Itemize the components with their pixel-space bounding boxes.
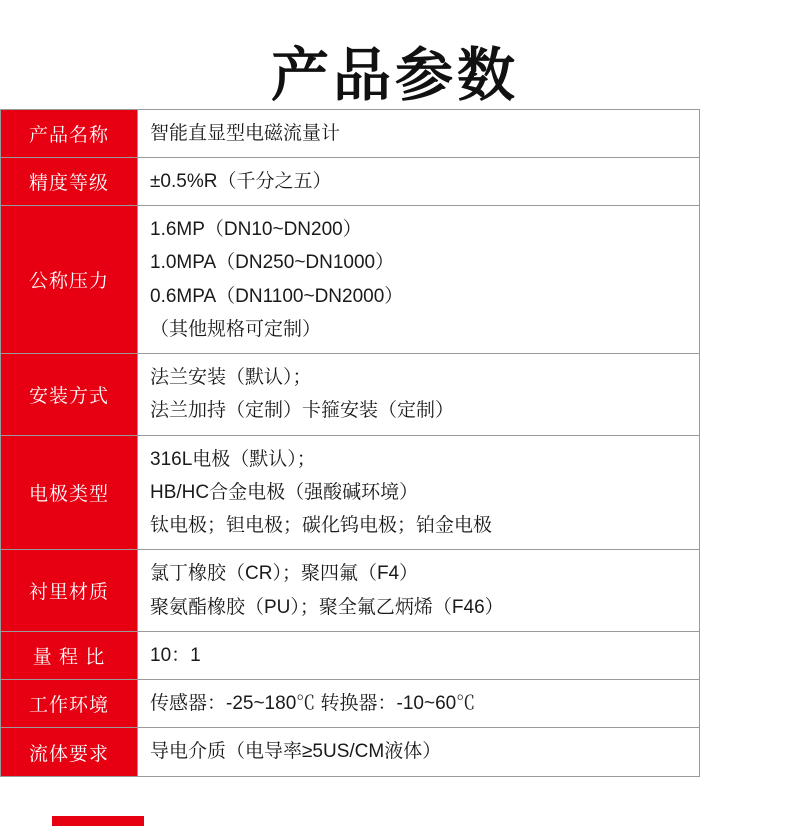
spec-label-nominal-pressure: 公称压力 — [1, 206, 138, 354]
spec-label-electrode-type: 电极类型 — [1, 435, 138, 550]
spec-value-electrode-type — [138, 435, 700, 550]
spec-label-installation-method: 安装方式 — [1, 354, 138, 436]
spec-value-fluid-requirement — [138, 728, 700, 776]
spec-line: 法兰安装（默认）； — [150, 367, 312, 389]
table-row — [1, 631, 700, 679]
spec-line: （其他规格可定制） — [150, 318, 322, 340]
spec-line: 传感器：-25~180℃ 转换器：-10~60℃ — [150, 693, 476, 715]
spec-value-nominal-pressure — [138, 206, 700, 354]
spec-line: 316L电极（默认）； — [150, 448, 316, 470]
spec-value-turndown-ratio — [138, 631, 700, 679]
page-title: 产品参数 — [270, 41, 519, 109]
decorative-red-bar — [52, 816, 144, 826]
spec-value-product-name — [138, 109, 700, 157]
spec-line: 钛电极；钽电极；碳化钨电极；铂金电极 — [150, 515, 493, 537]
spec-line: 聚氨酯橡胶（PU）；聚全氟乙炳烯（F46） — [150, 596, 504, 618]
spec-line: 10：1 — [150, 644, 201, 666]
spec-line: 1.6MP（DN10~DN200） — [150, 219, 362, 241]
spec-line: 氯丁橡胶（CR）；聚四氟（F4） — [150, 563, 419, 585]
spec-label-fluid-requirement: 流体要求 — [1, 728, 138, 776]
product-spec-table — [0, 109, 700, 777]
spec-line: HB/HC合金电极（强酸碱环境） — [150, 481, 419, 503]
table-row — [1, 206, 700, 354]
spec-line: 0.6MPA（DN1100~DN2000） — [150, 285, 404, 307]
spec-value-working-environment — [138, 680, 700, 728]
spec-label-working-environment: 工作环境 — [1, 680, 138, 728]
spec-line: 导电介质（电导率≥5US/CM液体） — [150, 741, 442, 763]
spec-label-lining-material: 衬里材质 — [1, 550, 138, 632]
spec-line: ±0.5%R（千分之五） — [150, 170, 332, 192]
spec-value-accuracy-grade — [138, 157, 700, 205]
table-row — [1, 728, 700, 776]
table-row — [1, 109, 700, 157]
spec-line: 法兰加持（定制）卡箍安装（定制） — [150, 400, 455, 422]
table-row — [1, 435, 700, 550]
table-row — [1, 157, 700, 205]
spec-label-product-name: 产品名称 — [1, 109, 138, 157]
spec-label-accuracy-grade: 精度等级 — [1, 157, 138, 205]
table-row — [1, 680, 700, 728]
table-row — [1, 354, 700, 436]
table-row — [1, 550, 700, 632]
spec-line: 1.0MPA（DN250~DN1000） — [150, 252, 395, 274]
spec-value-lining-material — [138, 550, 700, 632]
spec-value-installation-method — [138, 354, 700, 436]
spec-table-body — [1, 109, 700, 776]
spec-label-turndown-ratio: 量 程 比 — [1, 631, 138, 679]
spec-line: 智能直显型电磁流量计 — [150, 122, 341, 144]
